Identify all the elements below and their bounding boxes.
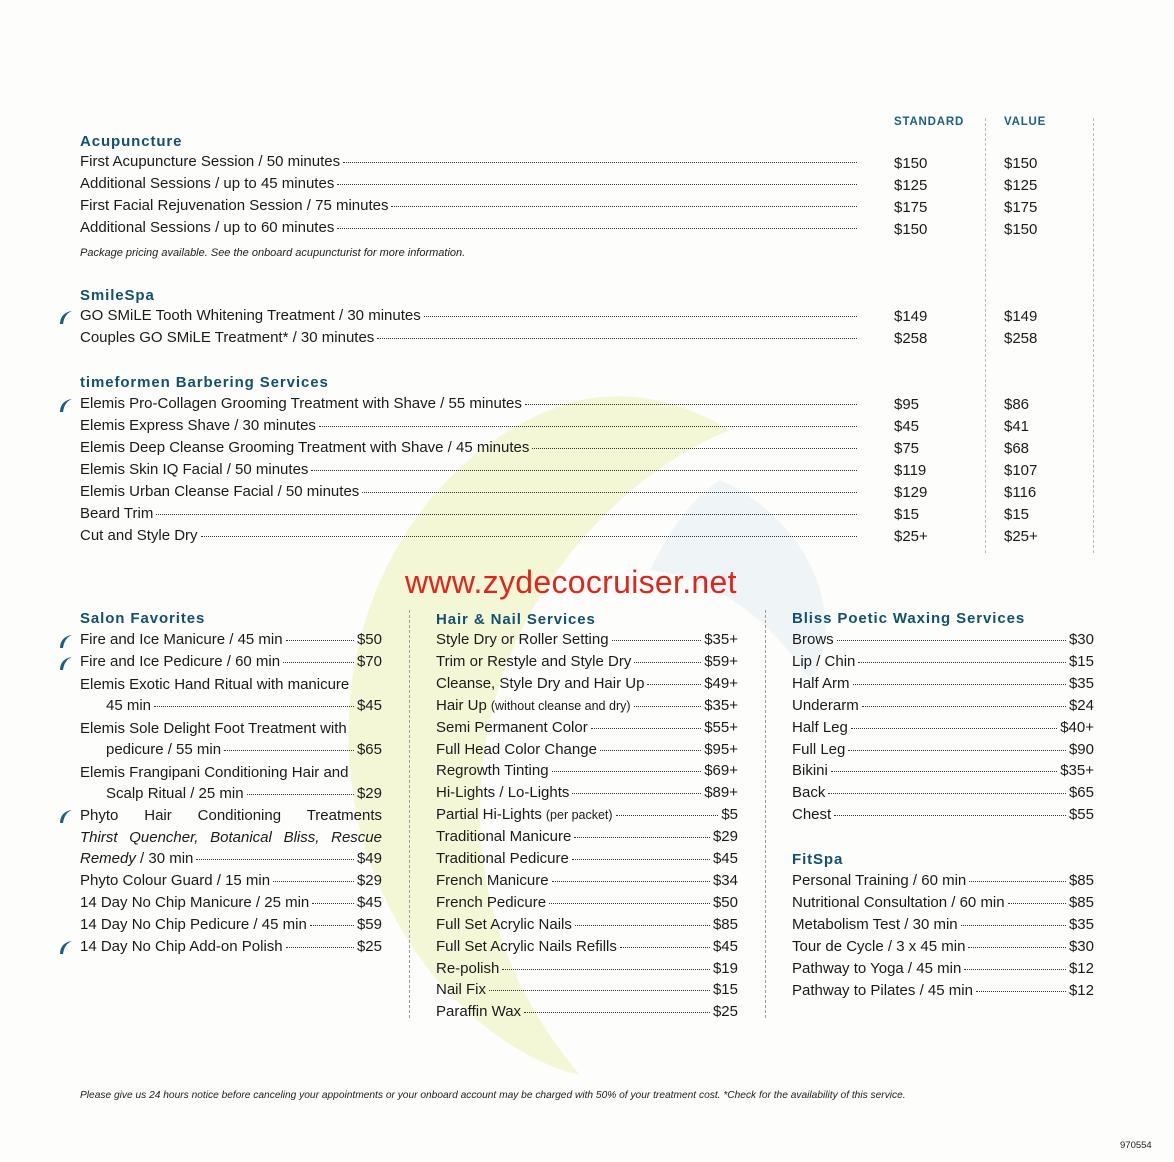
list-item [436, 828, 738, 850]
swoosh-icon [58, 655, 74, 671]
standard-price: $119 [894, 462, 927, 479]
list-item [792, 894, 1094, 916]
item-label: Paraffin Wax [436, 1003, 522, 1021]
list-item: Elemis Skin IQ Facial / 50 minutes [80, 461, 860, 483]
list-item: Fire and Ice Manicure / 45 min $50 [80, 631, 382, 648]
item-price: $34 [712, 871, 738, 889]
item-price: $59+ [704, 652, 738, 670]
standard-price: $258 [894, 330, 928, 347]
section-title-fitspa: FitSpa [792, 851, 844, 868]
item-label: Pathway to Yoga / 45 min [792, 959, 962, 977]
list-item [792, 784, 1094, 806]
list-item: 14 Day No Chip Pedicure / 45 min $59 [80, 916, 382, 933]
item-price: $55+ [704, 718, 738, 736]
list-item [436, 872, 738, 894]
column-divider [1093, 118, 1094, 553]
list-item [792, 916, 1094, 938]
standard-price: $45 [894, 418, 920, 435]
item-label: Hair Up [436, 696, 487, 714]
list-item [436, 653, 738, 675]
swoosh-icon [58, 309, 74, 325]
item-price: $12 [1068, 959, 1094, 977]
item-label: Back [792, 784, 826, 802]
item-price: $40+ [1060, 718, 1094, 736]
value-price: $68 [1004, 440, 1030, 457]
list-item [436, 938, 738, 960]
list-item [792, 938, 1094, 960]
item-label: Trim or Restyle and Style Dry [436, 652, 632, 670]
item-label: Half Arm [792, 674, 850, 692]
list-item [436, 850, 738, 872]
standard-price: $75 [894, 440, 920, 457]
standard-price: $149 [894, 308, 928, 325]
standard-price: $125 [894, 177, 928, 194]
list-item: First Facial Rejuvenation Session / 75 minutes [80, 197, 860, 219]
value-price: $41 [1004, 418, 1030, 435]
item-price: $24 [1068, 696, 1094, 714]
list-item: Beard Trim [80, 505, 860, 527]
item-price: $35+ [1060, 762, 1094, 780]
list-item [436, 631, 738, 653]
list-item [792, 719, 1094, 741]
column-divider [409, 610, 410, 1018]
list-item: Additional Sessions / up to 45 minutes [80, 175, 860, 197]
swoosh-icon [58, 397, 74, 413]
list-item-line: Elemis Exotic Hand Ritual with manicure [80, 676, 350, 693]
item-price: $69+ [704, 762, 738, 780]
list-item: Additional Sessions / up to 60 minutes [80, 219, 860, 241]
value-price: $125 [1004, 177, 1038, 194]
standard-price: $15 [894, 506, 920, 523]
list-item: GO SMiLE Tooth Whitening Treatment / 30 minutes [80, 307, 860, 329]
list-item [792, 960, 1094, 982]
standard-column-header: STANDARD [894, 116, 965, 128]
list-item [436, 675, 738, 697]
list-item [792, 982, 1094, 1004]
list-item [792, 631, 1094, 653]
list-item: Couples GO SMiLE Treatment* / 30 minutes [80, 329, 860, 351]
standard-price: $25+ [894, 528, 928, 545]
value-price: $15 [1004, 506, 1030, 523]
value-price: $150 [1004, 221, 1038, 238]
section-title-hair-nail: Hair & Nail Services [436, 611, 596, 628]
list-item [436, 741, 738, 763]
item-price: $35+ [704, 631, 738, 648]
standard-price: $95 [894, 396, 920, 413]
list-item [436, 916, 738, 938]
value-price: $107 [1004, 462, 1038, 479]
list-item: First Acupuncture Session / 50 minutes [80, 153, 860, 175]
list-item: Elemis Pro-Collagen Grooming Treatment with Shave / 55 minutes [80, 395, 860, 417]
item-price: $85 [712, 915, 738, 933]
item-label: Traditional Pedicure [436, 850, 569, 867]
standard-price: $150 [894, 221, 928, 238]
list-item-line: Phyto Hair Conditioning Treatments [80, 807, 382, 824]
list-item [792, 675, 1094, 697]
watermark-url: www.zydecocruiser.net [405, 564, 737, 600]
item-price: $49+ [704, 674, 738, 692]
value-price: $86 [1004, 396, 1030, 413]
section-title-salon-favorites: Salon Favorites [80, 610, 206, 627]
item-price: $15 [712, 981, 738, 999]
list-item: Scalp Ritual / 25 min $29 [106, 785, 382, 802]
item-price: $95+ [704, 740, 738, 758]
item-price: $55 [1068, 806, 1094, 824]
item-label: Nail Fix [436, 981, 487, 999]
item-label: Pathway to Pilates / 45 min [792, 981, 973, 999]
item-label: Bikini [792, 762, 828, 780]
list-item: Phyto Colour Guard / 15 min $29 [80, 872, 382, 889]
list-item: pedicure / 55 min $65 [106, 741, 382, 758]
item-price: $25 [712, 1003, 738, 1021]
item-price: $19 [712, 959, 738, 977]
item-label: Full Head Color Change [436, 740, 597, 758]
item-label: Cleanse, Style Dry and Hair Up [436, 674, 645, 692]
item-label: Brows [792, 631, 834, 648]
list-item: 14 Day No Chip Manicure / 25 min $45 [80, 894, 382, 911]
list-item-line: Elemis Sole Delight Foot Treatment with [80, 720, 347, 737]
list-item [436, 806, 738, 828]
list-item [436, 762, 738, 784]
item-label: Semi Permanent Color [436, 718, 588, 736]
list-item [436, 894, 738, 916]
list-item [792, 653, 1094, 675]
list-item: Elemis Express Shave / 30 minutes [80, 417, 860, 439]
item-price: $30 [1068, 631, 1094, 648]
item-note: (without cleanse and dry) [490, 698, 631, 713]
item-label: Style Dry or Roller Setting [436, 631, 609, 648]
item-price: $29 [712, 828, 738, 846]
swoosh-icon [58, 808, 74, 824]
standard-price: $129 [894, 484, 928, 501]
footer-note: Please give us 24 hours notice before canceling your appointments or your onboard account may be charged with 50% of your treatment cost. *Check for the availability of this service. [80, 1090, 906, 1101]
item-price: $65 [1068, 784, 1094, 802]
list-item [436, 719, 738, 741]
item-price: $85 [1068, 893, 1094, 911]
list-item [436, 960, 738, 982]
section-title-acupuncture: Acupuncture [80, 133, 183, 150]
item-label: Full Leg [792, 740, 846, 758]
item-label: Lip / Chin [792, 652, 856, 670]
list-item [792, 762, 1094, 784]
list-item-line: Thirst Quencher, Botanical Bliss, Rescue [80, 829, 382, 846]
document-code: 970554 [1120, 1140, 1152, 1151]
item-label: Regrowth Tinting [436, 762, 549, 780]
list-item: 14 Day No Chip Add-on Polish $25 [80, 938, 382, 955]
item-price: $45 [712, 850, 738, 867]
value-price: $25+ [1004, 528, 1038, 545]
item-label: Metabolism Test / 30 min [792, 915, 958, 933]
section-title-smilespa: SmileSpa [80, 287, 155, 304]
value-price: $175 [1004, 199, 1038, 216]
item-label: Full Set Acrylic Nails [436, 915, 572, 933]
list-item [436, 697, 738, 719]
item-label: Tour de Cycle / 3 x 45 min [792, 937, 966, 955]
item-label: Underarm [792, 696, 859, 714]
list-item: 45 min $45 [106, 697, 382, 714]
item-label: Hi-Lights / Lo-Lights [436, 784, 570, 802]
item-price: $85 [1068, 872, 1094, 889]
item-price: $35 [1068, 674, 1094, 692]
item-price: $90 [1068, 740, 1094, 758]
item-label: Nutritional Consultation / 60 min [792, 893, 1005, 911]
item-price: $89+ [704, 784, 738, 802]
item-label: Personal Training / 60 min [792, 872, 967, 889]
list-item [436, 784, 738, 806]
item-price: $50 [712, 893, 738, 911]
item-label: Re-polish [436, 959, 500, 977]
item-price: $35 [1068, 915, 1094, 933]
list-item-line: Elemis Frangipani Conditioning Hair and [80, 764, 349, 781]
item-price: $5 [721, 806, 738, 824]
list-item [792, 741, 1094, 763]
column-divider [985, 118, 986, 553]
list-item: Remedy / 30 min $49 [80, 850, 382, 867]
value-price: $116 [1004, 484, 1037, 501]
value-price: $149 [1004, 308, 1038, 325]
swoosh-icon [58, 939, 74, 955]
list-item [436, 981, 738, 1003]
item-price: $12 [1068, 981, 1094, 999]
standard-price: $175 [894, 199, 928, 216]
standard-price: $150 [894, 155, 928, 172]
list-item [792, 872, 1094, 894]
acupuncture-note: Package pricing available. See the onboard acupuncturist for more information. [80, 247, 466, 259]
value-column-header: VALUE [1004, 116, 1047, 128]
list-item [792, 697, 1094, 719]
item-label: Traditional Manicure [436, 828, 572, 846]
item-label: Partial Hi-Lights [436, 806, 542, 824]
item-label: French Manicure [436, 871, 549, 889]
list-item [436, 1003, 738, 1025]
section-title-barbering: timeformen Barbering Services [80, 374, 329, 391]
list-item: Elemis Deep Cleanse Grooming Treatment with Shave / 45 minutes [80, 439, 860, 461]
value-price: $150 [1004, 155, 1038, 172]
list-item: Fire and Ice Pedicure / 60 min $70 [80, 653, 382, 670]
swoosh-icon [58, 633, 74, 649]
section-title-waxing: Bliss Poetic Waxing Services [792, 610, 1026, 627]
item-price: $45 [712, 937, 738, 955]
value-price: $258 [1004, 330, 1038, 347]
item-label: French Pedicure [436, 893, 547, 911]
item-note: (per packet) [545, 808, 613, 823]
item-label: Full Set Acrylic Nails Refills [436, 937, 617, 955]
list-item [792, 806, 1094, 828]
item-price: $35+ [704, 696, 738, 714]
item-label: Chest [792, 806, 832, 824]
item-price: $30 [1068, 937, 1094, 955]
item-price: $15 [1068, 652, 1094, 670]
list-item: Elemis Urban Cleanse Facial / 50 minutes [80, 483, 860, 505]
column-divider [765, 610, 766, 1018]
item-label: Half Leg [792, 718, 848, 736]
list-item: Cut and Style Dry [80, 527, 860, 549]
